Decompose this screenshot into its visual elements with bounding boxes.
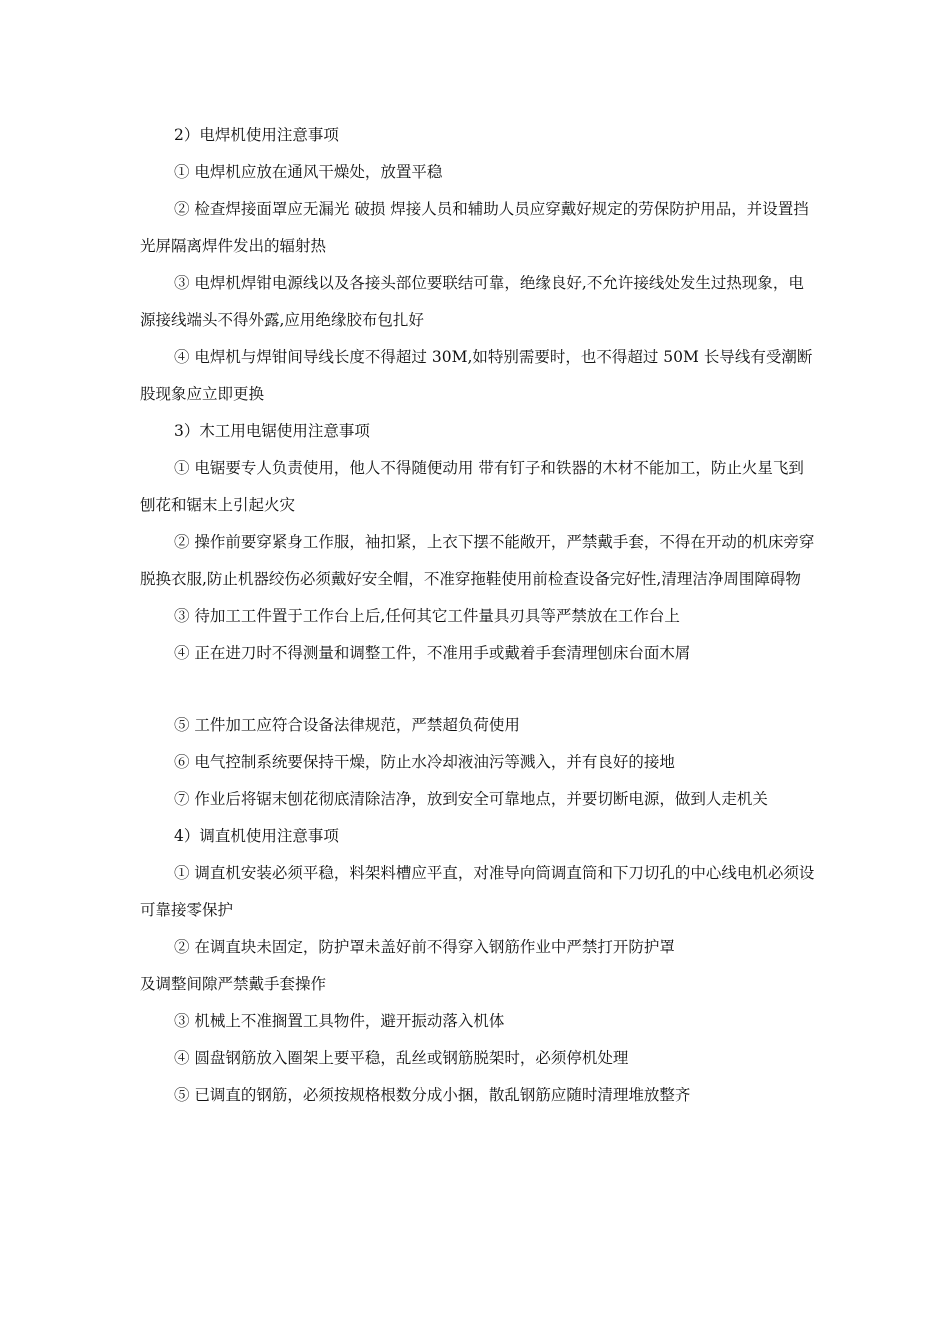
list-item: ③ 电焊机焊钳电源线以及各接头部位要联结可靠，绝缘良好,不允许接线处发生过热现象，电源接线端头不得外露,应用绝缘胶布包扎好	[140, 274, 804, 329]
list-item: ② 在调直块未固定，防护罩未盖好前不得穿入钢筋作业中严禁打开防护罩	[174, 938, 675, 956]
list-item: ② 操作前要穿紧身工作服，袖扣紧，上衣下摆不能敞开，严禁戴手套，不得在开动的机床旁穿脱换衣服,防止机器绞伤必须戴好安全帽，不准穿拖鞋使用前检查设备完好性,清理洁净周围障碍物	[140, 533, 815, 588]
list-item: ④ 电焊机与焊钳间导线长度不得超过 30M,如特别需要时，也不得超过 50M 长导线有受潮断股现象应立即更换	[140, 348, 813, 403]
paragraph-gap	[140, 672, 815, 707]
list-item: ⑥ 电气控制系统要保持干燥，防止水冷却液油污等溅入，并有良好的接地	[174, 753, 675, 771]
list-item: ⑦ 作业后将锯末刨花彻底清除洁净，放到安全可靠地点，并要切断电源，做到人走机关	[174, 790, 768, 808]
list-item: ① 电焊机应放在通风干燥处，放置平稳	[174, 163, 443, 181]
list-item-continuation: 及调整间隙严禁戴手套操作	[140, 975, 327, 993]
list-item: ⑤ 已调直的钢筋，必须按规格根数分成小捆，散乱钢筋应随时清理堆放整齐	[174, 1086, 691, 1104]
list-item: ④ 圆盘钢筋放入圈架上要平稳，乱丝或钢筋脱架时，必须停机处理	[174, 1049, 629, 1067]
list-item: ① 电锯要专人负责使用，他人不得随便动用 带有钉子和铁器的木材不能加工，防止火星飞到刨花和锯末上引起火灾	[140, 459, 804, 514]
list-item: ② 检查焊接面罩应无漏光 破损 焊接人员和辅助人员应穿戴好规定的劳保防护用品，并设置挡光屏隔离焊件发出的辐射热	[140, 200, 809, 255]
list-item: ① 调直机安装必须平稳，料架料槽应平直，对准导向筒调直筒和下刀切孔的中心线电机必须设可靠接零保护	[140, 864, 815, 919]
list-item: ④ 正在进刀时不得测量和调整工件，不准用手或戴着手套清理刨床台面木屑	[174, 644, 691, 662]
section-heading-straightener: 4）调直机使用注意事项	[174, 827, 339, 845]
list-item: ③ 机械上不准搁置工具物件，避开振动落入机体	[174, 1012, 505, 1030]
section-heading-welder: 2）电焊机使用注意事项	[174, 126, 339, 144]
list-item: ⑤ 工件加工应符合设备法律规范，严禁超负荷使用	[174, 716, 520, 734]
list-item: ③ 待加工工件置于工作台上后,任何其它工件量具刃具等严禁放在工作台上	[174, 607, 680, 625]
section-heading-saw: 3）木工用电锯使用注意事项	[174, 422, 370, 440]
document-body	[140, 117, 815, 1114]
